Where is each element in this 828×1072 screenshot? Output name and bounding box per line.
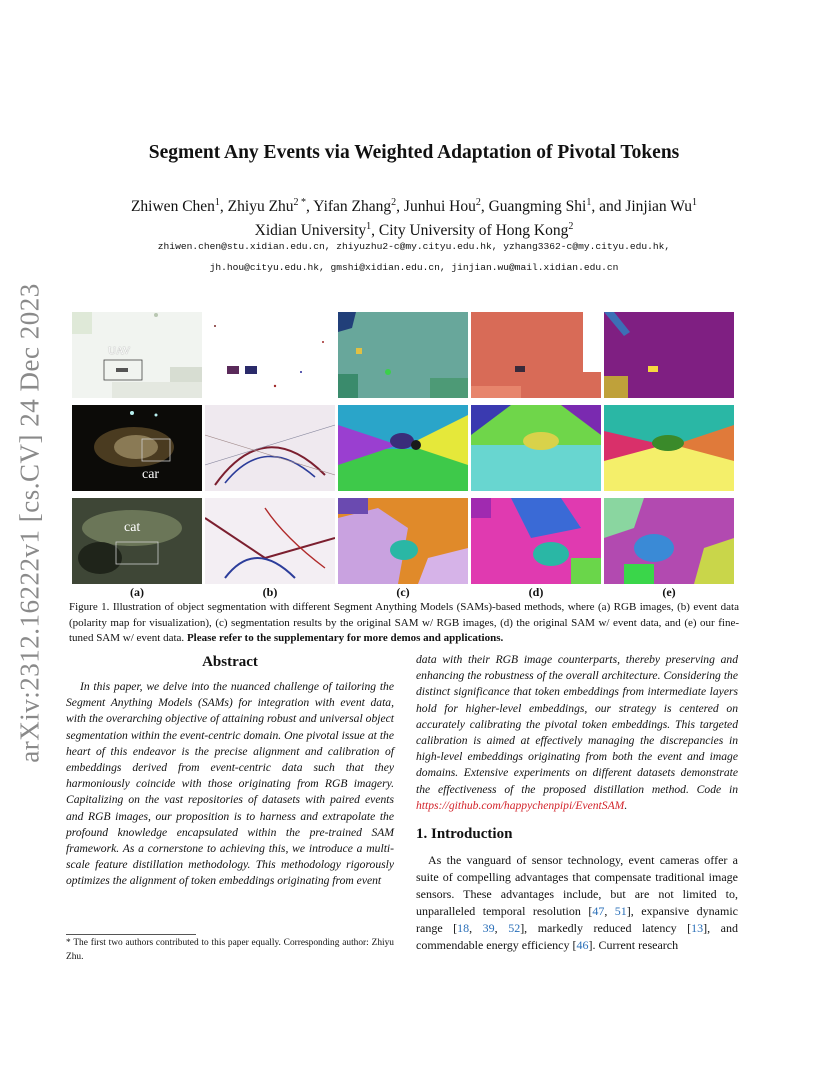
author-separator: ,	[219, 198, 228, 216]
ours-event-car-graphic	[604, 405, 734, 491]
author-name: Guangming Shi	[488, 198, 587, 216]
author-sup: 1	[214, 197, 220, 208]
event-car-graphic	[205, 405, 335, 491]
affiliation-separator: ,	[371, 222, 379, 240]
sam-rgb-cat	[338, 498, 468, 584]
author-separator: ,	[396, 198, 404, 216]
rgb-image-cat	[72, 498, 202, 584]
email-line: jh.hou@cityu.edu.hk, gmshi@xidian.edu.cn, jinjian.wu@mail.xidian.edu.cn	[209, 262, 619, 273]
arxiv-identifier	[14, 283, 46, 763]
author-separator: ,	[306, 198, 314, 216]
intro-text: ]. Current research	[588, 938, 679, 953]
author-sup: 1	[692, 197, 698, 208]
affiliation-name: Xidian University	[254, 222, 367, 240]
column-label-b: (b)	[262, 585, 278, 599]
sam-event-cat	[471, 498, 601, 584]
sam-rgb-car	[338, 405, 468, 491]
citation-link[interactable]: 46	[576, 938, 589, 953]
abstract-heading: Abstract	[202, 654, 258, 670]
uav-label: UAV	[108, 345, 131, 357]
author-separator: ,	[480, 198, 489, 216]
email-line: zhiwen.chen@stu.xidian.edu.cn, zhiyuzhu2-c@my.cityu.edu.hk, yzhang3362-c@my.cityu.edu.hk,	[157, 241, 671, 252]
sam-rgb-uav-graphic	[338, 312, 468, 398]
sam-rgb-cat-graphic	[338, 498, 468, 584]
ours-event-uav	[604, 312, 734, 398]
author-emails	[0, 236, 828, 278]
author-sup: 1	[586, 197, 592, 208]
author-name: Zhiyu Zhu	[227, 198, 294, 216]
author-sup: 2	[475, 197, 481, 208]
intro-text: ], expansive dynamic range [	[416, 904, 738, 936]
author-names	[0, 193, 828, 217]
footnote-rule	[66, 934, 196, 935]
intro-text: ,	[469, 921, 483, 936]
affiliation-sup: 1	[366, 221, 372, 233]
rgb-image-uav	[72, 312, 202, 398]
event-uav-graphic	[205, 312, 335, 398]
affiliation-sup: 2	[568, 221, 574, 233]
column-label-c: (c)	[396, 585, 410, 599]
rgb-cat-graphic	[72, 498, 202, 584]
car-label: car	[142, 467, 160, 482]
sam-event-car	[471, 405, 601, 491]
ours-event-car	[604, 405, 734, 491]
author-block	[0, 193, 828, 241]
footnote: * The first two authors contributed to this paper equally. Corresponding author: Zhiyu Zhu.	[66, 938, 394, 962]
right-column	[416, 652, 738, 954]
introduction-paragraph	[416, 852, 738, 954]
sam-rgb-uav	[338, 312, 468, 398]
rgb-uav-graphic	[72, 312, 202, 398]
left-column	[66, 652, 394, 890]
cat-label: cat	[124, 520, 141, 535]
ours-event-uav-graphic	[604, 312, 734, 398]
abstract-text: In this paper, we delve into the nuanced challenge of tailoring the Segment Anything Models (SAMs) for integration with event data, with the overarching objective of attaining robust and universal object segmentation within the event-centric domain. One pivotal issue at the heart of this endeavor is the precise alignment and calibration of embeddings derived from event-centric data such that they harmoniously coincide with those originating from RGB imagery. Capitalizing on the vast repositories of datasets with paired events and RGB images, our proposition is to harness and extrapolate the profound knowledge encapsulated within the pre-trained SAM framework. As a cornerstone to achieving this, we introduce a multi-scale feature distillation methodology. This methodology rigorously optimizes the alignment of token embeddings originating from event	[66, 680, 394, 888]
author-separator: , and	[591, 198, 626, 216]
event-map-car	[205, 405, 335, 491]
rgb-image-car	[72, 405, 202, 491]
sam-event-uav-graphic	[471, 312, 601, 398]
event-map-cat	[205, 498, 335, 584]
abstract-continued-text: data with their RGB image counterparts, thereby preserving and enhancing the robustness of the overall architecture. Considering the distinct significance that token embeddings from intermediate layers hold for higher-level embeddings, our strategy is centered on accurately calibrating the pivotal token embeddings. This targeted calibration is aimed at effectively managing the discrepancies in high-level embeddings originating from both the event and image domains. Extensive experiments on different datasets demonstrate the effectiveness of the proposed distillation method. Code in	[416, 653, 738, 796]
figure-caption	[69, 600, 739, 647]
citation-link[interactable]: 51	[614, 904, 627, 919]
sam-rgb-car-graphic	[338, 405, 468, 491]
column-label-d: (d)	[528, 585, 544, 599]
sam-event-cat-graphic	[471, 498, 601, 584]
ours-event-cat	[604, 498, 734, 584]
intro-text: ,	[604, 904, 615, 919]
introduction-heading: 1. Introduction	[416, 826, 513, 843]
event-cat-graphic	[205, 498, 335, 584]
ours-event-cat-graphic	[604, 498, 734, 584]
author-name: Yifan Zhang	[313, 198, 392, 216]
intro-text: ], markedly reduced latency [	[520, 921, 692, 936]
author-name: Junhui Hou	[403, 198, 476, 216]
caption-bold-text: Please refer to the supplementary for more demos and applications.	[186, 632, 504, 644]
sam-event-uav	[471, 312, 601, 398]
column-label-a: (a)	[130, 585, 144, 599]
intro-text: ,	[494, 921, 509, 936]
affiliation-name: City University of Hong Kong	[378, 222, 569, 240]
intro-text: ], and commendable energy efficiency [	[416, 921, 738, 953]
figure-1-grid	[72, 312, 734, 584]
paper-title: Segment Any Events via Weighted Adaptation of Pivotal Tokens	[148, 142, 680, 163]
author-name: Jinjian Wu	[625, 198, 693, 216]
author-sup: 2	[391, 197, 397, 208]
abstract-continued	[416, 652, 738, 814]
citation-link[interactable]: 47	[592, 904, 605, 919]
citation-link[interactable]: 13	[691, 921, 704, 936]
citation-link[interactable]: 52	[508, 921, 521, 936]
column-label-e: (e)	[662, 585, 676, 599]
abstract-end-period: .	[624, 798, 628, 812]
sam-event-car-graphic	[471, 405, 601, 491]
intro-text: As the vanguard of sensor technology, event cameras offer a suite of compelling advantages that compensate traditional image sensors. These advantages include, but are not limited to, unparalleled temporal resolution [	[416, 853, 738, 919]
rgb-car-graphic	[72, 405, 202, 491]
author-sup: 2 *	[293, 197, 307, 208]
event-map-uav	[205, 312, 335, 398]
arxiv-identifier-text: arXiv:2312.16222v1 [cs.CV] 24 Dec 2023	[14, 283, 45, 763]
citation-link[interactable]: 18	[457, 921, 470, 936]
author-name: Zhiwen Chen	[130, 198, 215, 216]
code-link[interactable]: https://github.com/happychenpipi/EventSAM	[416, 798, 625, 812]
caption-text: Figure 1. Illustration of object segmentation with different Segment Anything Models (SAMs)-based methods, where (a) RGB images, (b) event data (polarity map for visualization), (c) segmentation results by the original SAM w/ RGB images, (d) the original SAM w/ event data, and (e) our fine-tuned SAM w/ event data.	[69, 601, 739, 644]
citation-link[interactable]: 39	[482, 921, 495, 936]
